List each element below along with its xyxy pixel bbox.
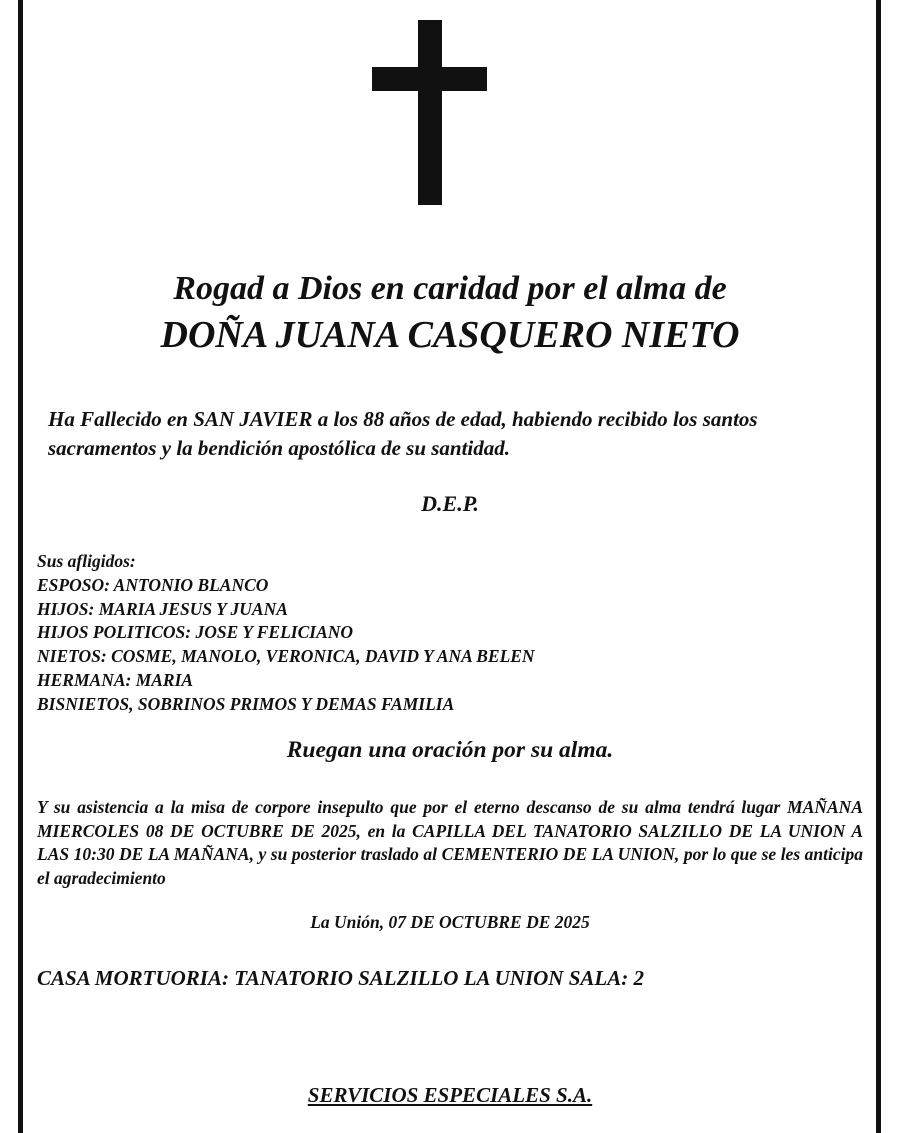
mourner-line-grandchildren: NIETOS: COSME, MANOLO, VERONICA, DAVID Y ANA BELEN	[37, 646, 535, 667]
mass-details: Y su asistencia a la misa de corpore insepulto que por el eterno descanso de su alma tendrá lugar MAÑANA MIERCOLES 08 DE OCTUBRE DE 2025, en la CAPILLA DEL TANATORIO SALZILLO DE LA UNION A LAS 10:30 DE LA MAÑANA, y su posterior traslado al CEMENTERIO DE LA UNION, por lo que se les anticipa el agradecimiento	[37, 797, 863, 888]
deceased-name: DOÑA JUANA CASQUERO NIETO	[160, 314, 740, 356]
mourner-line-sister: HERMANA: MARIA	[37, 669, 194, 690]
mourners-intro: Sus afligidos:	[37, 551, 136, 571]
mourner-line-extended-family: BISNIETOS, SOBRINOS PRIMOS Y DEMAS FAMILIA	[37, 693, 455, 714]
latin-cross-icon	[372, 20, 487, 205]
funeral-home: CASA MORTUORIA: TANATORIO SALZILLO LA UNION SALA: 2	[37, 966, 644, 990]
company-name: SERVICIOS ESPECIALES S.A.	[307, 1083, 593, 1107]
dep-text: D.E.P.	[421, 491, 479, 516]
prayer-request: Ruegan una oración por su alma.	[286, 737, 614, 763]
mourners-list	[37, 550, 857, 717]
footer-company	[0, 1083, 900, 1108]
mourner-line-children-in-law: HIJOS POLITICOS: JOSE Y FELICIANO	[37, 622, 354, 643]
place-and-date: La Unión, 07 DE OCTUBRE DE 2025	[310, 912, 590, 932]
mourner-line-spouse: ESPOSO: ANTONIO BLANCO	[37, 574, 269, 595]
prayer-heading: Rogad a Dios en caridad por el alma de	[173, 270, 727, 307]
death-announcement: Ha Fallecido en SAN JAVIER a los 88 años de edad, habiendo recibido los santos sacramentos y la bendición apostólica de su santidad.	[48, 407, 758, 460]
right-border-rule	[876, 0, 881, 1133]
mourner-line-children: HIJOS: MARIA JESUS Y JUANA	[37, 598, 288, 619]
left-border-rule	[18, 0, 23, 1133]
